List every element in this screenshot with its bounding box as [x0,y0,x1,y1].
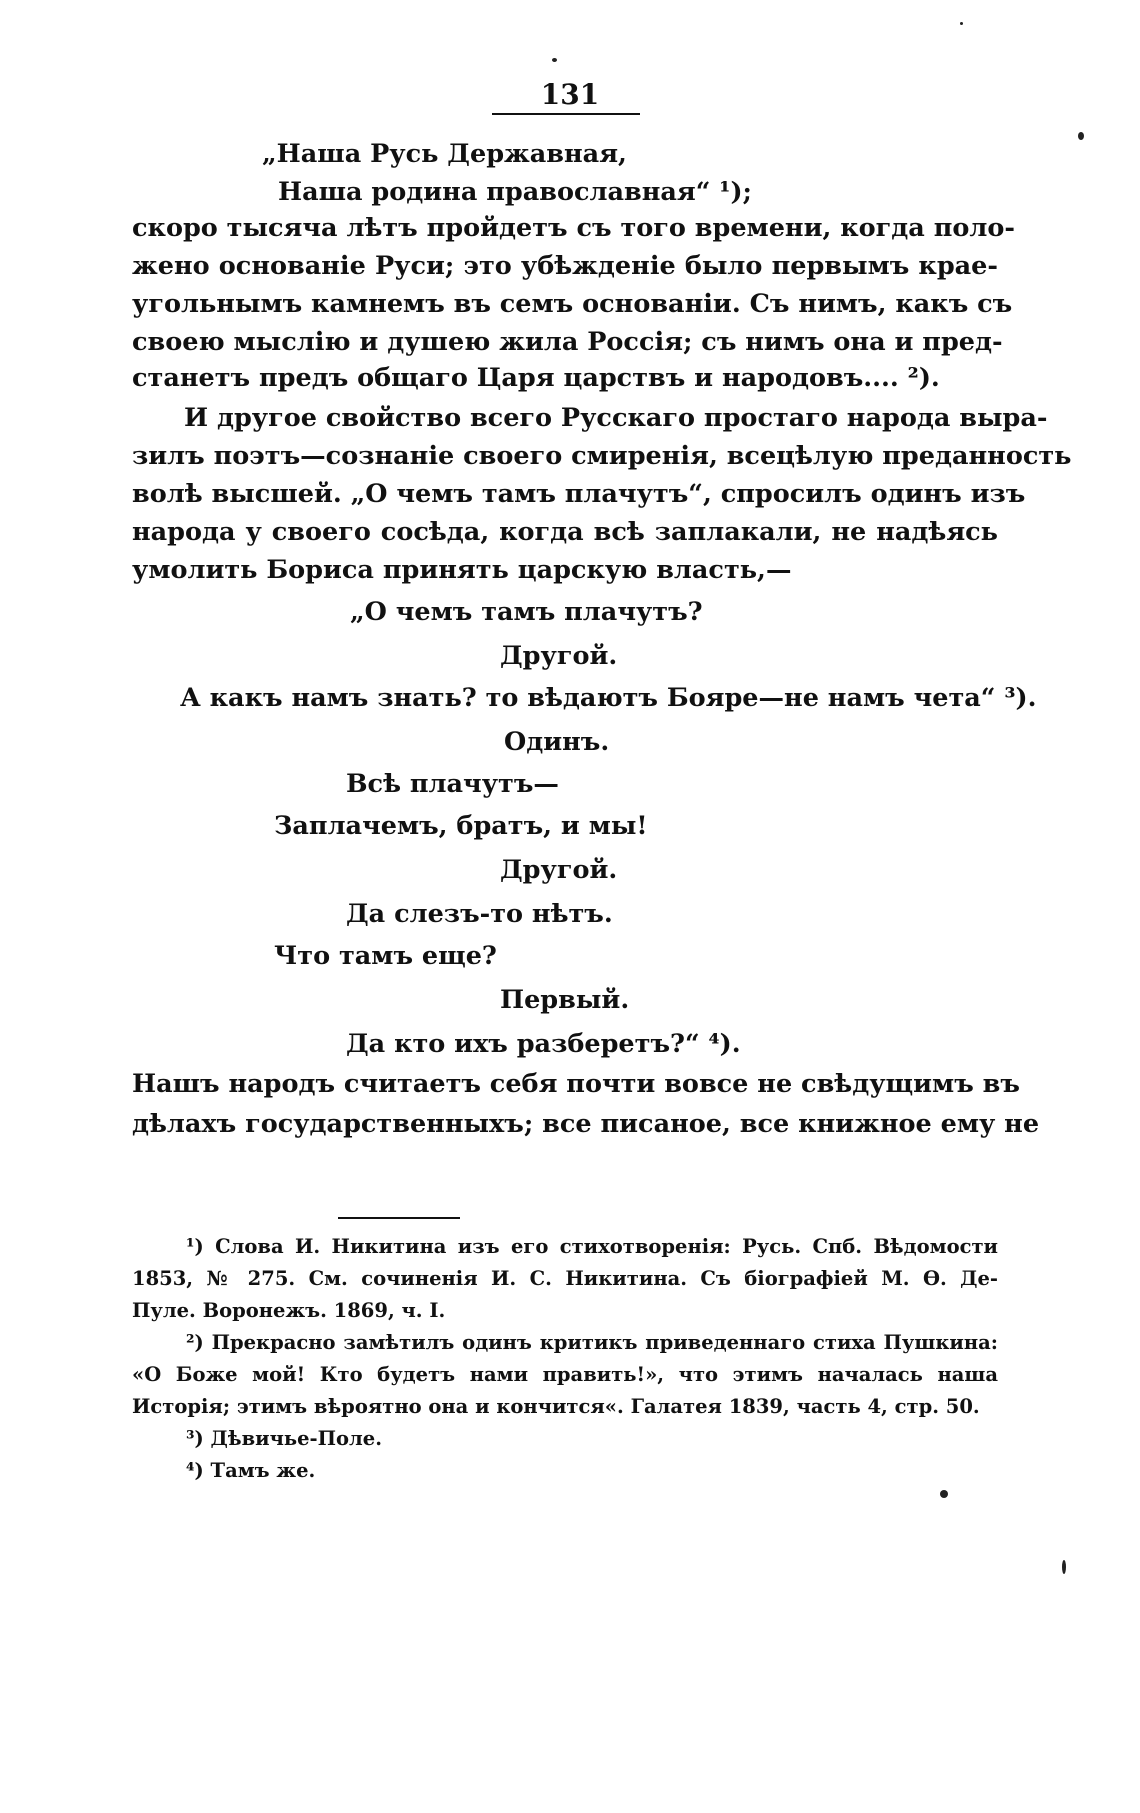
paragraph-line: угольнымъ камнемъ въ семъ основаніи. Съ нимъ, какъ съ [132,289,1013,319]
dialogue-line: А какъ намъ знать? то вѣдаютъ Бояре—не намъ чета“ ³). [180,683,1037,713]
dialogue-line: Да слезъ-то нѣтъ. [346,899,613,929]
footnote-line: ²) Прекрасно замѣтилъ одинъ критикъ приведеннаго стиха Пушкина: [186,1331,998,1354]
paragraph-line: Нашъ народъ считаетъ себя почти вовсе не свѣдущимъ въ [132,1069,1020,1099]
scan-speck [552,58,557,62]
paragraph-line: своею мыслію и душею жила Россія; съ нимъ она и пред- [132,327,1003,357]
paragraph-line: умолить Бориса принять царскую власть,— [132,555,792,585]
quote-line: Наша родина православная“ ¹); [278,177,752,207]
dialogue-line: Всѣ плачутъ— [346,769,559,799]
footnote-line: Пуле. Воронежъ. 1869, ч. I. [132,1299,446,1322]
speaker-name: Одинъ. [504,727,610,757]
paragraph-line: И другое свойство всего Русскаго простаго народа выра- [184,403,1048,433]
scan-speck [940,1490,948,1498]
paragraph-line: жено основаніе Руси; это убѣжденіе было первымъ крае- [132,251,998,281]
paragraph-line: станетъ предъ общаго Царя царствъ и народовъ.... ²). [132,363,940,393]
page-number: 131 [540,78,600,111]
scan-speck [1062,1560,1066,1574]
speaker-name: Другой. [500,855,618,885]
footnote-line: ¹) Слова И. Никитина изъ его стихотворенія: Русь. Спб. Вѣдомости [186,1235,998,1258]
scan-speck [960,22,963,25]
footnote-line: ³) Дѣвичье-Поле. [186,1427,382,1450]
speaker-name: Другой. [500,641,618,671]
quote-line: „Наша Русь Державная, [262,139,627,169]
footnote-line: Исторія; этимъ вѣроятно она и кончится«. Галатея 1839, часть 4, стр. 50. [132,1395,980,1418]
page-number-rule [492,113,640,115]
paragraph-line: волѣ высшей. „О чемъ тамъ плачутъ“, спросилъ одинъ изъ [132,479,1026,509]
dialogue-line: Что тамъ еще? [274,941,497,971]
footnote-line: «О Боже мой! Кто будетъ нами править!», что этимъ началась наша [132,1363,998,1386]
dialogue-line: Заплачемъ, братъ, и мы! [274,811,648,841]
footnote-line: ⁴) Тамъ же. [186,1459,316,1482]
footnote-line: 1853, № 275. См. сочиненія И. С. Никитина. Съ біографіей М. Ѳ. Де- [132,1267,998,1290]
footnote-rule [338,1217,460,1219]
dialogue-line: „О чемъ тамъ плачутъ? [350,597,703,627]
paragraph-line: народа у своего сосѣда, когда всѣ заплакали, не надѣясь [132,517,998,547]
paragraph-line: зилъ поэтъ—сознаніе своего смиренія, всецѣлую преданность [132,441,1072,471]
speaker-name: Первый. [500,985,630,1015]
scan-speck [1078,132,1084,140]
dialogue-line: Да кто ихъ разберетъ?“ ⁴). [346,1029,741,1059]
paragraph-line: скоро тысяча лѣтъ пройдетъ съ того времени, когда поло- [132,213,1015,243]
paragraph-line: дѣлахъ государственныхъ; все писаное, все книжное ему не [132,1109,1040,1139]
